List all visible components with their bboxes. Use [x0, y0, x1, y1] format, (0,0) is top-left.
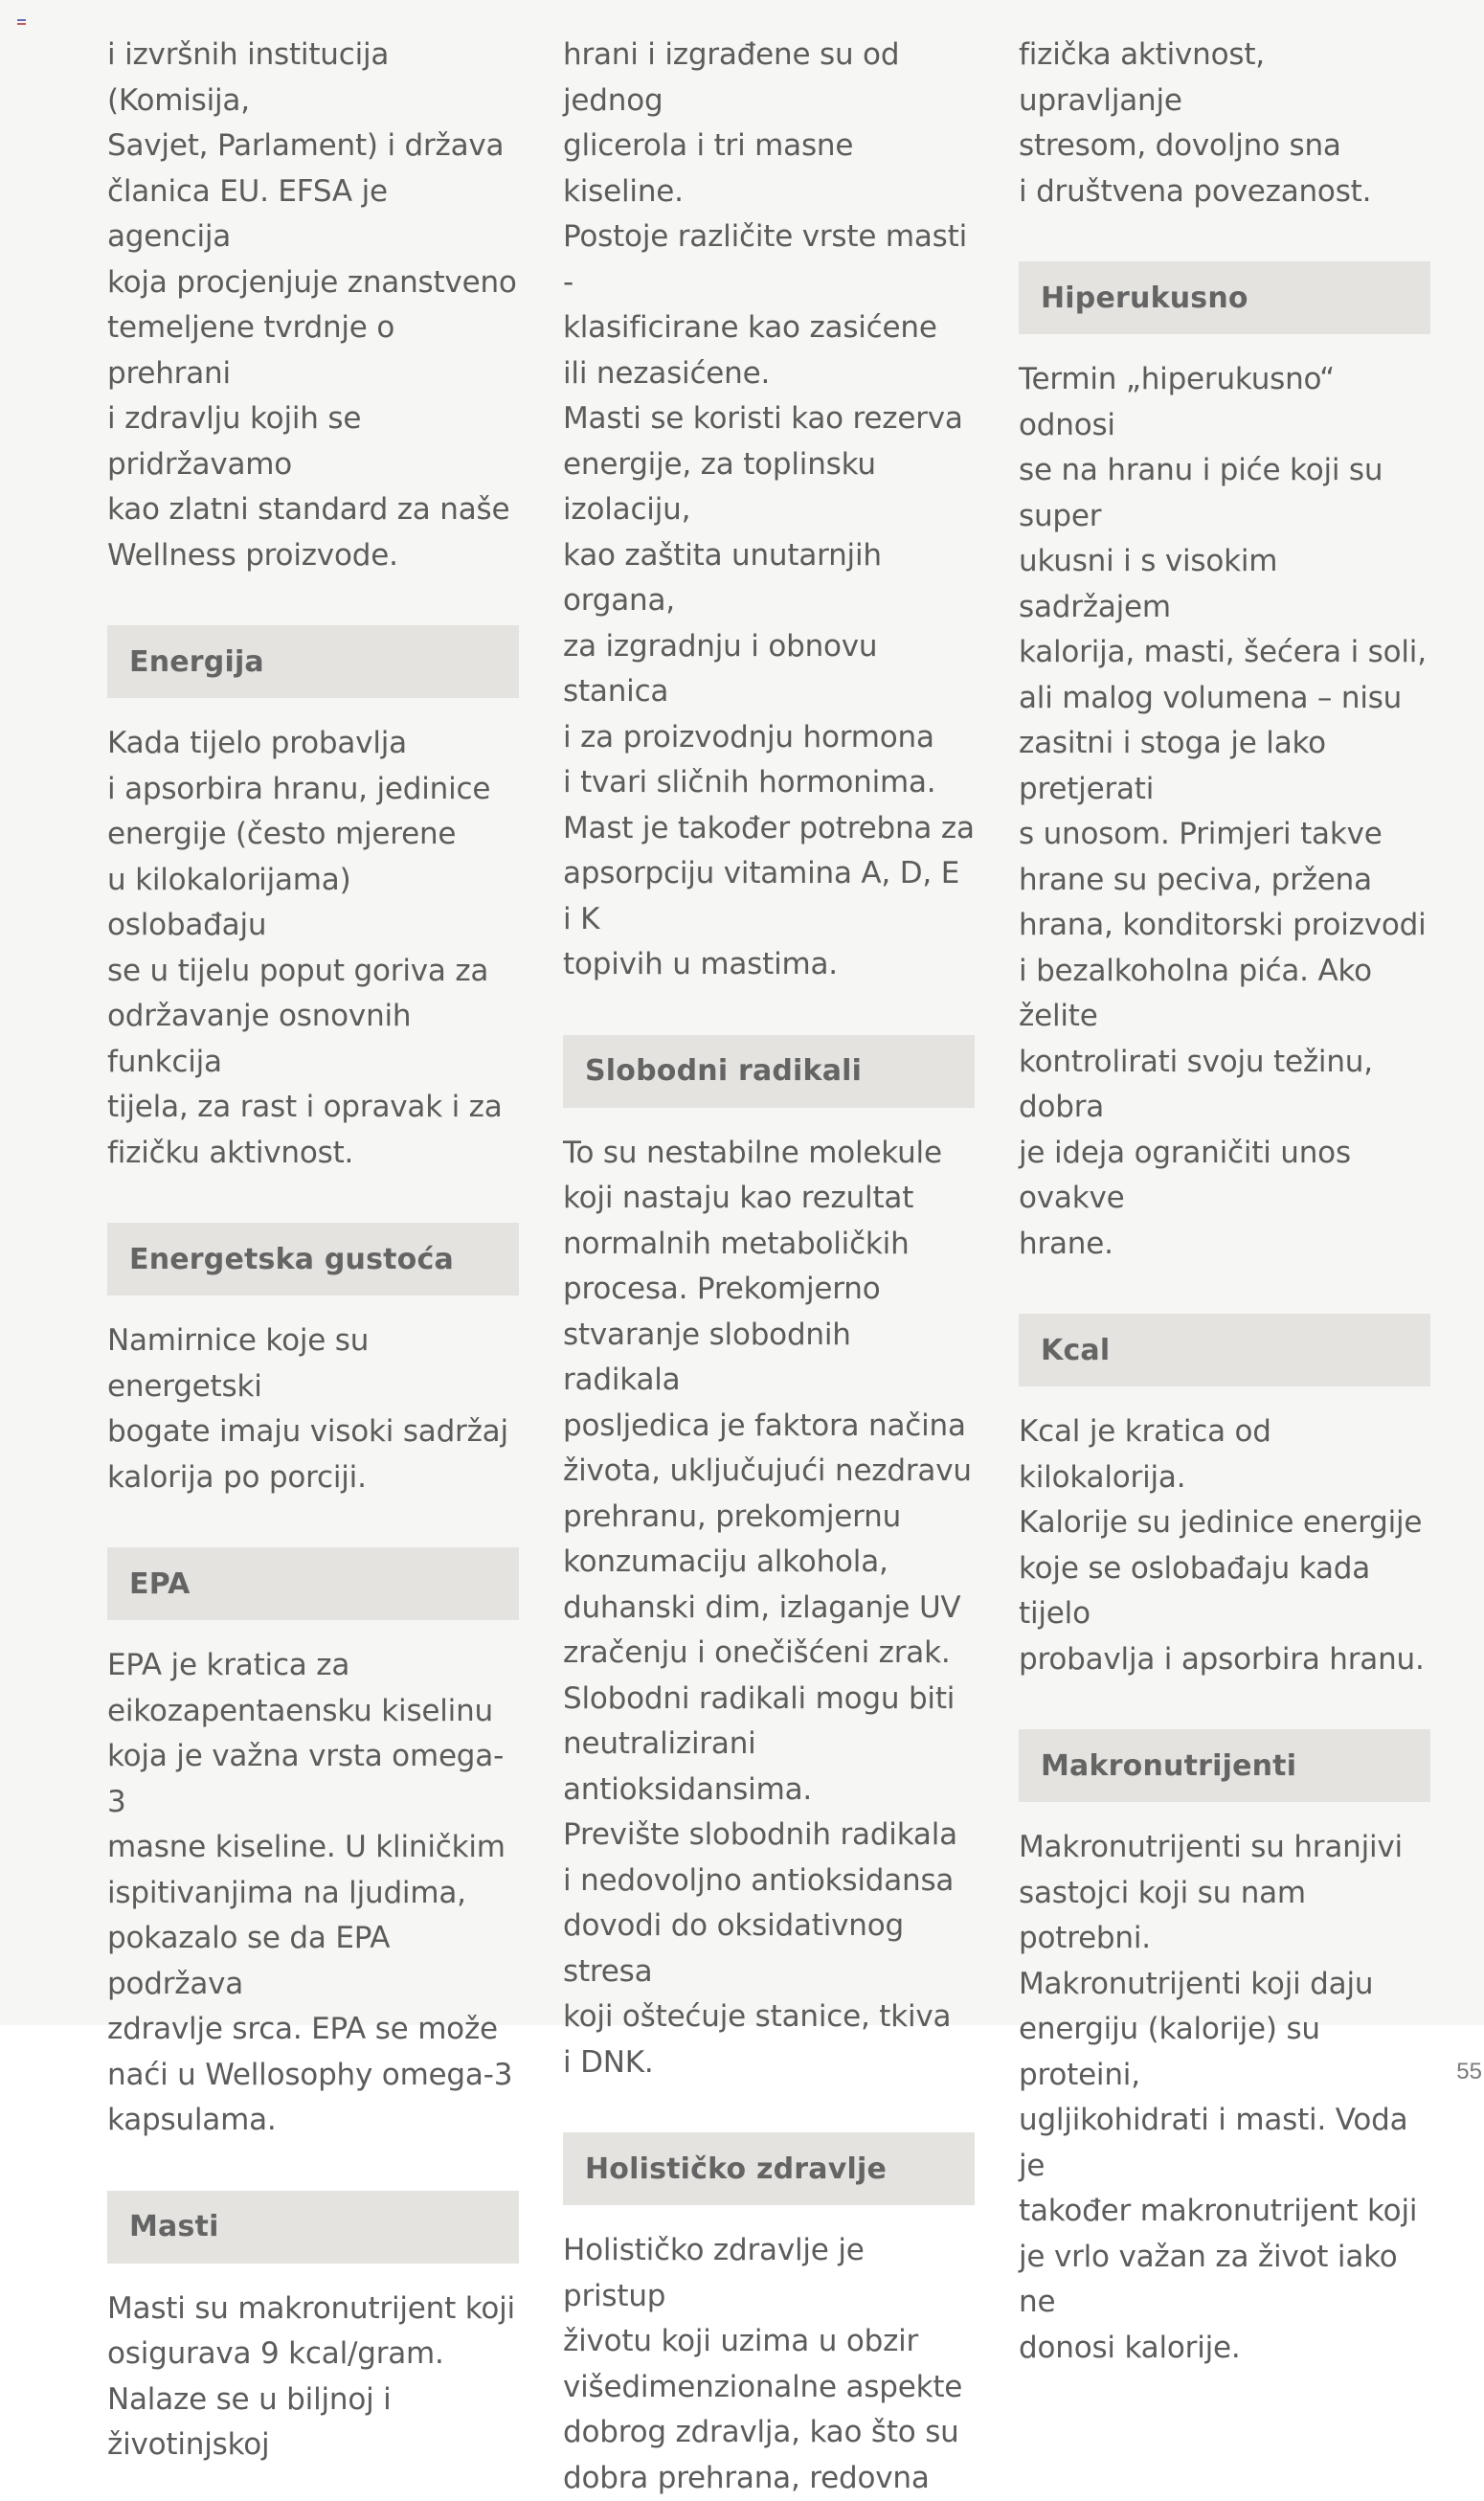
column-3: [1019, 33, 1430, 2371]
paragraph-kcal: Kcal je kratica od kilokalorija. Kalorije su jedinice energije koje se oslobađaju kada tijelo probavlja i apsorbira hranu.: [1019, 1414, 1425, 1677]
heading-kcal: Kcal: [1019, 1314, 1430, 1386]
paragraph-hiperukusno: Termin „hiperukusno“ odnosi se na hranu i piće koji su super ukusni i s visokim sadržajem kalorija, masti, šećera i soli, ali malog volumena – nisu zasitni i stoga je lako pretjerati s unosom. Primjeri takve hrane su peciva, pržena hrana, konditorski proizvodi i bezalkoholna pića. Ako želite kontrolirati svoju težinu, dobra je ideja ograničiti unos ovakve hrane.: [1019, 362, 1427, 1261]
paragraph-holisticko-zdravlje: Holističko zdravlje je pristup životu koji uzima u obzir višedimenzionalne aspekte dobrog zdravlja, kao što su dobra prehrana, redovna: [563, 2233, 963, 2495]
heading-energetska-gustoca: Energetska gustoća: [107, 1223, 519, 1296]
heading-slobodni-radikali: Slobodni radikali: [563, 1035, 975, 1108]
page-number: 55: [1456, 2059, 1482, 2084]
column-1: [107, 33, 519, 2468]
heading-masti: Masti: [107, 2191, 519, 2264]
heading-energija: Energija: [107, 625, 519, 698]
paragraph-holisticko-continued: fizička aktivnost, upravljanje stresom, dovoljno sna i društvena povezanost.: [1019, 37, 1372, 209]
paragraph-makronutrijenti: Makronutrijenti su hranjivi sastojci koji su nam potrebni. Makronutrijenti koji daju energiju (kalorije) su proteini, ugljikohidrati i masti. Voda je također makronutrijent koji je vrlo važan za život iako ne donosi kalorije.: [1019, 1830, 1418, 2365]
paragraph-efsa-continued: i izvršnih institucija (Komisija, Savjet, Parlament) i država članica EU. EFSA je agencija koja procjenjuje znanstveno temeljene tvrdnje o prehrani i zdravlju kojih se pridržavamo kao zlatni standard za naše Wellness proizvode.: [107, 37, 517, 573]
heading-makronutrijenti: Makronutrijenti: [1019, 1729, 1430, 1802]
paragraph-energetska-gustoca: Namirnice koje su energetski bogate imaju visoki sadržaj kalorija po porciji.: [107, 1323, 508, 1495]
paragraph-energija: Kada tijelo probavlja i apsorbira hranu, jedinice energije (često mjerene u kilokalorijama) oslobađaju se u tijelu poput goriva za održavanje osnovnih funkcija tijela, za rast i opravak i za fizičku aktivnost.: [107, 726, 503, 1170]
column-2: [563, 33, 975, 2501]
paragraph-slobodni-radikali: To su nestabilne molekule koji nastaju kao rezultat normalnih metaboličkih procesa. Prekomjerno stvaranje slobodnih radikala posljedica je faktora načina života, uključujući nezdravu prehranu, prekomjernu konzumaciju alkohola, duhanski dim, izlaganje UV zračenju i onečišćeni zrak. Slobodni radikali mogu biti neutralizirani antioksidansima. Prevište slobodnih radikala i nedovoljno antioksidansa dovodi do oksidativnog stresa koji oštećuje stanice, tkiva i DNK.: [563, 1135, 972, 2080]
heading-epa: EPA: [107, 1547, 519, 1620]
heading-holisticko-zdravlje: Holističko zdravlje: [563, 2132, 975, 2205]
corner-mark-icon: [17, 19, 26, 25]
paragraph-epa: EPA je kratica za eikozapentaensku kiselinu koja je važna vrsta omega-3 masne kiseline. U kliničkim ispitivanjima na ljudima, pokazalo se da EPA podržava zdravlje srca. EPA se može naći u Wellosophy omega-3 kapsulama.: [107, 1648, 513, 2137]
paragraph-masti: Masti su makronutrijent koji osigurava 9 kcal/gram. Nalaze se u biljnoj i životinjskoj: [107, 2290, 515, 2462]
paragraph-masti-continued: hrani i izgrađene su od jednog glicerola i tri masne kiseline. Postoje različite vrste masti - klasificirane kao zasićene ili nezasićene. Masti se koristi kao rezerva energije, za toplinsku izolaciju, kao zaštita unutarnjih organa, za izgradnju i obnovu stanica i za proizvodnju hormona i tvari sličnih hormonima. Mast je također potrebna za apsorpciju vitamina A, D, E i K topivih u mastima.: [563, 37, 975, 981]
heading-hiperukusno: Hiperukusno: [1019, 261, 1430, 334]
